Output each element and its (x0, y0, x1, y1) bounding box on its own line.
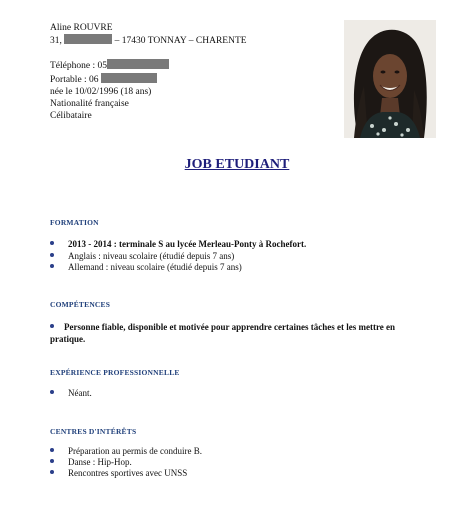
portable-label: Portable : 06 (50, 74, 99, 85)
page-title: JOB ETUDIANT (184, 157, 290, 172)
address-number: 31, (50, 36, 62, 47)
redacted-telephone (107, 59, 169, 69)
marital-status: Célibataire (50, 111, 92, 122)
bullet-icon (50, 324, 54, 328)
competences-text: Personne fiable, disponible et motivée pour apprendre certaines tâches et les mettre en pratique. (50, 322, 396, 344)
redacted-street (64, 34, 112, 44)
address-city: – 17430 TONNAY – CHARENTE (114, 36, 247, 47)
telephone-label: Téléphone : 05 (50, 61, 107, 72)
section-experience-heading: EXPÉRIENCE PROFESSIONNELLE (50, 368, 180, 377)
portrait-image (344, 20, 436, 138)
list-item (50, 239, 306, 250)
bullet-icon (50, 264, 54, 268)
interets-item-text: Danse : Hip-Hop. (68, 457, 132, 467)
interets-item-text: Préparation au permis de conduire B. (68, 446, 202, 456)
bullet-icon (50, 241, 54, 245)
formation-item-text: Anglais : niveau scolaire (étudié depuis 7 ans) (68, 251, 235, 261)
section-formation-heading: FORMATION (50, 218, 99, 227)
list-item (50, 322, 430, 345)
profile-photo (344, 20, 436, 138)
telephone-line (50, 59, 247, 72)
section-competences-heading: COMPÉTENCES (50, 300, 111, 309)
bullet-icon (50, 470, 54, 474)
candidate-name: Aline ROUVRE (50, 23, 113, 33)
section-interets-heading: CENTRES D'INTÉRÊTS (50, 427, 137, 436)
formation-item-text: Allemand : niveau scolaire (étudié depuis 7 ans) (68, 262, 242, 272)
birth-date: née le 10/02/1996 (18 ans) (50, 86, 152, 97)
list-item (50, 262, 242, 273)
list-item (50, 468, 187, 479)
list-item (50, 446, 202, 457)
portable-line (50, 73, 247, 86)
bullet-icon (50, 448, 54, 452)
nationality: Nationalité française (50, 99, 129, 110)
list-item (50, 388, 92, 399)
list-item (50, 251, 234, 262)
bullet-icon (50, 459, 54, 463)
bullet-icon (50, 253, 54, 257)
list-item (50, 457, 132, 468)
interets-item-text: Rencontres sportives avec UNSS (68, 468, 188, 478)
redacted-portable (101, 73, 157, 83)
address-line (50, 34, 247, 47)
experience-item-text: Néant. (68, 388, 92, 398)
contact-block (50, 22, 247, 122)
formation-item-text: 2013 - 2014 : terminale S au lycée Merleau-Ponty à Rochefort. (68, 239, 307, 249)
bullet-icon (50, 390, 54, 394)
